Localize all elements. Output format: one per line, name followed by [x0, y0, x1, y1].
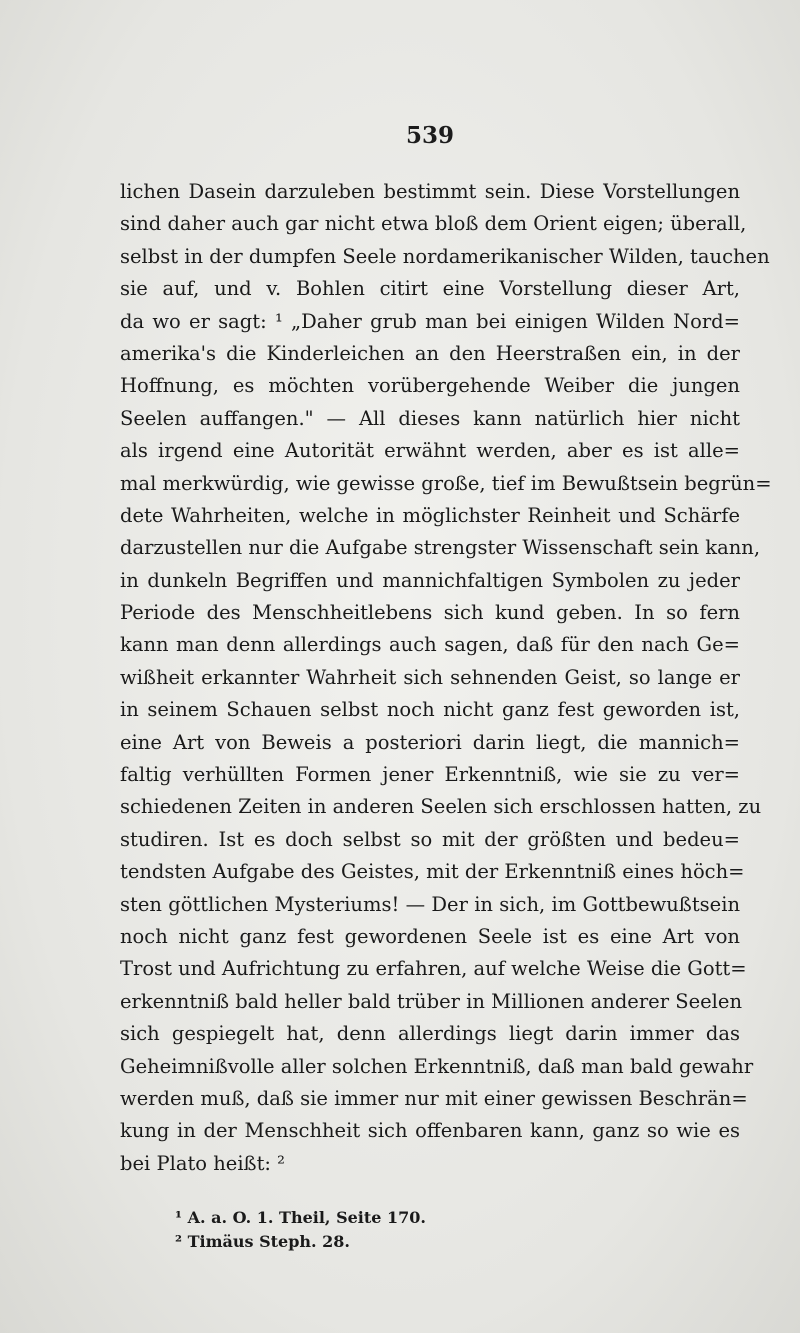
text-line: Geheimnißvolle aller solchen Erkenntniß, daß man bald gewahr — [120, 1054, 754, 1078]
text-line: faltig verhüllten Formen jener Erkenntniß, wie sie zu ver= — [120, 763, 740, 787]
text-line: kung in der Menschheit sich offenbaren kann, ganz so wie es — [120, 1119, 740, 1143]
text-line: erkenntniß bald heller bald trüber in Millionen anderer Seelen — [120, 989, 743, 1013]
text-line: in dunkeln Begriffen und mannichfaltigen Symbolen zu jeder — [120, 568, 740, 592]
text-line: Periode des Menschheitlebens sich kund geben. In so fern — [120, 601, 740, 625]
text-line: dete Wahrheiten, welche in möglichster Reinheit und Schärfe — [120, 503, 740, 527]
text-line: mal merkwürdig, wie gewisse große, tief im Bewußtsein begrün= — [120, 471, 772, 495]
text-line: Trost und Aufrichtung zu erfahren, auf welche Weise die Gott= — [120, 957, 747, 981]
text-line: als irgend eine Autorität erwähnt werden, aber es ist alle= — [120, 439, 740, 463]
text-line: sich gespiegelt hat, denn allerdings liegt darin immer das — [120, 1022, 740, 1046]
text-line: sind daher auch gar nicht etwa bloß dem Orient eigen; überall, — [120, 212, 747, 236]
text-line: amerika's die Kinderleichen an den Heerstraßen ein, in der — [120, 341, 740, 365]
text-line: noch nicht ganz fest gewordenen Seele ist es eine Art von — [120, 924, 740, 948]
text-line: eine Art von Beweis a posteriori darin liegt, die mannich= — [120, 730, 740, 754]
text-line: werden muß, daß sie immer nur mit einer gewissen Beschrän= — [120, 1086, 748, 1110]
text-line: sten göttlichen Mysteriums! — Der in sich, im Gottbewußtsein — [120, 892, 740, 916]
text-line: bei Plato heißt: ² — [120, 1151, 285, 1175]
text-line: schiedenen Zeiten in anderen Seelen sich erschlossen hatten, zu — [120, 795, 762, 819]
text-line: sie auf, und v. Bohlen citirt eine Vorstellung dieser Art, — [120, 277, 740, 301]
page-number: 539 — [405, 122, 454, 149]
text-line: studiren. Ist es doch selbst so mit der größten und bedeu= — [120, 827, 740, 851]
text-line: selbst in der dumpfen Seele nordamerikanischer Wilden, tauchen — [120, 244, 770, 268]
text-line: Hoffnung, es möchten vorübergehende Weiber die jungen — [120, 374, 740, 398]
footnote: ² Timäus Steph. 28. — [175, 1232, 350, 1251]
text-line: Seelen auffangen." — All dieses kann natürlich hier nicht — [120, 406, 740, 430]
footnote: ¹ A. a. O. 1. Theil, Seite 170. — [175, 1208, 426, 1227]
text-line: kann man denn allerdings auch sagen, daß für den nach Ge= — [120, 633, 740, 657]
text-line: darzustellen nur die Aufgabe strengster Wissenschaft sein kann, — [120, 536, 761, 560]
text-line: lichen Dasein darzuleben bestimmt sein. Diese Vorstellungen — [120, 180, 740, 203]
text-line: da wo er sagt: ¹ „Daher grub man bei einigen Wilden Nord= — [120, 309, 740, 333]
text-line: in seinem Schauen selbst noch nicht ganz fest geworden ist, — [120, 698, 740, 722]
footnotes — [175, 1206, 735, 1254]
text-line: wißheit erkannter Wahrheit sich sehnenden Geist, so lange er — [120, 665, 740, 689]
body-text — [120, 176, 772, 1180]
text-line: tendsten Aufgabe des Geistes, mit der Erkenntniß eines höch= — [120, 860, 745, 884]
